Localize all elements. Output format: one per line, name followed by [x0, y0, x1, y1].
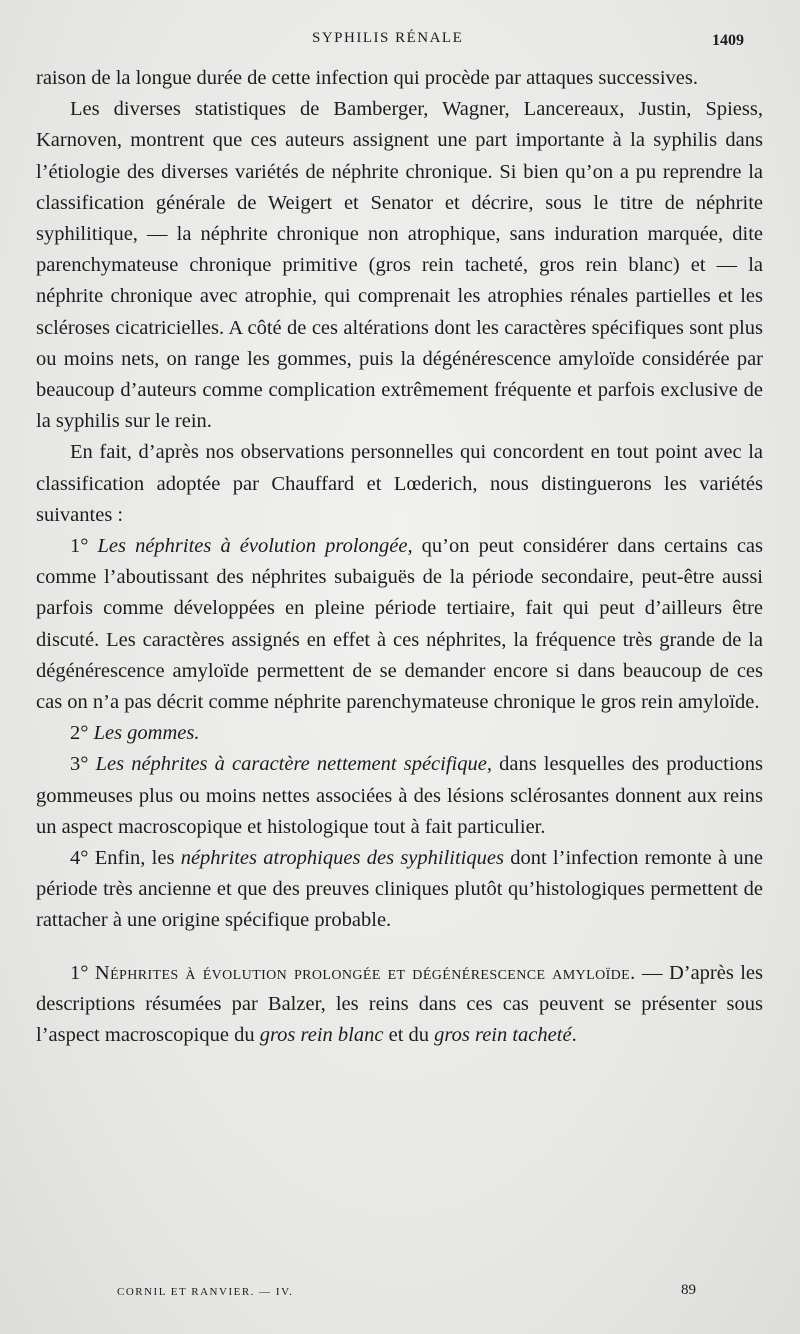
section-italic-b: gros rein tacheté [434, 1024, 572, 1047]
list-item-1-number: 1° [70, 535, 89, 558]
body-text [36, 63, 763, 1051]
list-item-1-title: Les néphrites à évolution prolongée, [97, 535, 413, 558]
list-item-2-number: 2° [70, 722, 89, 745]
paragraph-statistics: Les diverses statistiques de Bamberger, Wagner, Lancereaux, Justin, Spiess, Karnoven, montrent que ces auteurs assignent une part importante à la syphilis dans l’étiologie des diverses variétés de néphrite chronique. Si bien qu’on a pu reprendre la classification générale de Weigert et Senator et décrire, sous le titre de néphrite syphilitique, — la néphrite chronique non atrophique, sans induration marquée, dite parenchymateuse chronique primitive (gros rein tacheté, gros rein blanc) et — la néphrite chronique avec atrophie, qui comprenait les atrophies rénales partielles et les scléroses cicatricielles. A côté de ces altérations dont les caractères spécifiques sont plus ou moins nets, on range les gommes, puis la dégénérescence amyloïde considérée par beaucoup d’auteurs comme complication extrêmement fréquente et parfois exclusive de la syphilis sur le rein. [36, 98, 763, 433]
signature-mark: 89 [681, 1282, 696, 1298]
page-number: 1409 [712, 32, 744, 49]
running-title: SYPHILIS RÉNALE [312, 30, 464, 46]
list-item-4-pre: Enfin, les [88, 847, 181, 870]
list-item-1 [36, 531, 763, 718]
section-italic-a: gros rein blanc [259, 1024, 384, 1047]
section-heading: Néphrites à évolution prolongée et dégénérescence amyloïde. [94, 961, 636, 984]
list-item-2 [36, 718, 763, 749]
list-item-4-text: dont l’infection remonte à une période très ancienne et que des preuves cliniques plutôt qu’histologiques permettent de rattacher à une origine spécifique probable. [36, 847, 763, 932]
running-head [0, 30, 800, 56]
section-gap [36, 937, 763, 958]
page-footer [0, 1282, 800, 1304]
list-item-2-title: Les gommes. [93, 722, 200, 745]
paragraph-continuation: raison de la longue durée de cette infection qui procède par attaques successives. [36, 67, 698, 89]
list-item-3-title: Les néphrites à caractère nettement spécifique, [95, 753, 492, 776]
list-item-4-title: néphrites atrophiques des syphilitiques [180, 847, 504, 870]
list-item-3 [36, 749, 763, 843]
section-text-b: et du [383, 1024, 435, 1047]
section-paragraph [36, 958, 763, 1052]
section-text-a: — D’après les descriptions résumées par Balzer, les reins dans ces cas peuvent se présenter sous l’aspect macroscopique du [36, 961, 763, 1047]
section-number: 1° [70, 961, 89, 984]
list-item-3-text: dans lesquelles des productions gommeuses plus ou moins nettes associées à des lésions sclérosantes donnent aux reins un aspect macroscopique et histologique tout à fait particulier. [36, 753, 764, 838]
section-text-c: . [571, 1024, 577, 1047]
printer-signature: CORNIL ET RANVIER. — IV. [117, 1286, 294, 1298]
paragraph-varieties-intro: En fait, d’après nos observations personnelles qui concordent en tout point avec la classification adoptée par Chauffard et Lœderich, nous distinguerons les variétés suivantes : [36, 441, 763, 526]
list-item-4-number: 4° [70, 847, 89, 870]
list-item-4 [36, 843, 763, 937]
list-item-1-text: qu’on peut considérer dans certains cas comme l’aboutissant des néphrites subaiguës de la période secondaire, peut-être aussi parfois comme développées en pleine période tertiaire, fait qui peut d’ailleurs être discuté. Les caractères assignés en effet à ces néphrites, la fréquence très grande de la dégénérescence amyloïde permettent de se demander encore si dans beaucoup de ces cas on n’a pas décrit comme néphrite parenchymateuse chronique le gros rein amyloïde. [36, 535, 764, 714]
list-item-3-number: 3° [70, 753, 89, 776]
